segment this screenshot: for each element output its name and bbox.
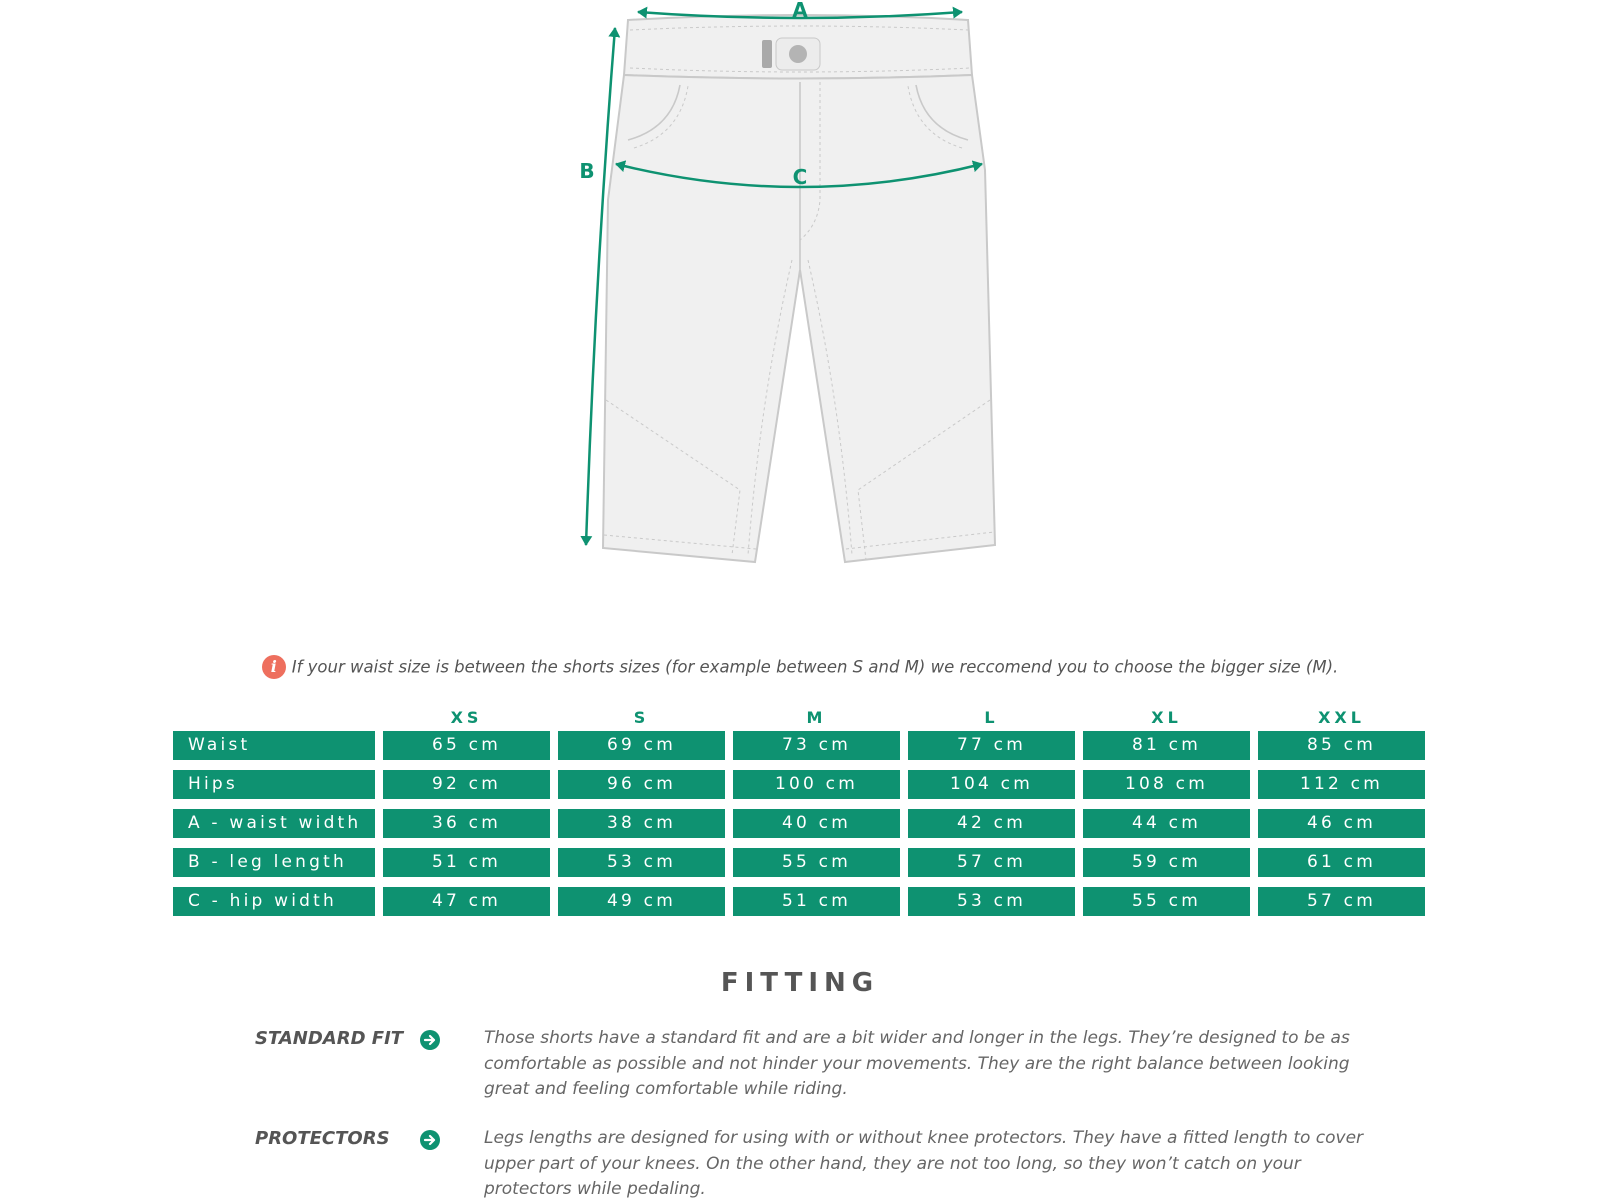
table-row-leg-length	[173, 848, 1429, 877]
table-cell: 55 cm	[733, 848, 900, 877]
shorts-body	[603, 75, 995, 562]
table-cell: 108 cm	[1083, 770, 1250, 799]
info-icon: i	[262, 655, 286, 679]
belt-tab	[762, 40, 772, 68]
measure-label-b: B	[579, 159, 595, 183]
table-cell: 53 cm	[908, 887, 1075, 916]
fit-description-standard-fit: Those shorts have a standard fit and are a bit wider and longer in the legs. They’re designed to be as comfortable as possible and not hinder your movements. They are the right balance between looking great and feeling comfortable while riding.	[484, 1028, 1350, 1099]
row-label-waist-width: A - waist width	[173, 809, 375, 838]
arrow-right-circle-icon	[420, 1130, 440, 1150]
size-advice-text: If your waist size is between the shorts sizes (for example between S and M) we reccomend you to choose the bigger size (M).	[291, 657, 1339, 677]
row-label-hip-width: C - hip width	[173, 887, 375, 916]
size-header-l: L	[984, 708, 999, 727]
fit-description-protectors: Legs lengths are designed for using with or without knee protectors. They have a fitted length to cover upper part of your knees. On the other hand, they are not too long, so they won’t catch on your protectors while pedaling.	[484, 1128, 1364, 1199]
table-cell: 104 cm	[908, 770, 1075, 799]
table-cell: 77 cm	[908, 731, 1075, 760]
table-row-waist-width	[173, 809, 1429, 838]
button	[789, 45, 807, 63]
row-label-leg-length: B - leg length	[173, 848, 375, 877]
table-cell: 44 cm	[1083, 809, 1250, 838]
table-cell: 59 cm	[1083, 848, 1250, 877]
shorts-measurement-diagram	[0, 0, 1600, 600]
table-cell: 40 cm	[733, 809, 900, 838]
table-cell: 81 cm	[1083, 731, 1250, 760]
table-row-hips	[173, 770, 1429, 799]
shorts-illustration	[603, 15, 995, 562]
table-cell: 57 cm	[1258, 887, 1425, 916]
table-cell: 51 cm	[383, 848, 550, 877]
table-cell: 69 cm	[558, 731, 725, 760]
table-cell: 49 cm	[558, 887, 725, 916]
table-cell: 85 cm	[1258, 731, 1425, 760]
table-cell: 112 cm	[1258, 770, 1425, 799]
table-cell: 47 cm	[383, 887, 550, 916]
table-row-waist	[173, 731, 1429, 760]
table-cell: 61 cm	[1258, 848, 1425, 877]
table-row-hip-width	[173, 887, 1429, 916]
size-header-xs: XS	[450, 708, 483, 727]
fit-label-protectors: PROTECTORS	[255, 1128, 390, 1149]
size-header-row	[173, 707, 1429, 729]
table-cell: 57 cm	[908, 848, 1075, 877]
header-spacer	[173, 707, 375, 729]
table-cell: 53 cm	[558, 848, 725, 877]
row-label-waist: Waist	[173, 731, 375, 760]
table-cell: 38 cm	[558, 809, 725, 838]
row-label-hips: Hips	[173, 770, 375, 799]
size-header-s: S	[633, 708, 650, 727]
table-cell: 100 cm	[733, 770, 900, 799]
table-cell: 55 cm	[1083, 887, 1250, 916]
measure-label-c: C	[792, 165, 808, 189]
size-header-xl: XL	[1151, 708, 1182, 727]
table-cell: 65 cm	[383, 731, 550, 760]
table-cell: 73 cm	[733, 731, 900, 760]
fitting-heading: FITTING	[720, 968, 880, 998]
measure-label-a: A	[792, 0, 808, 22]
table-cell: 96 cm	[558, 770, 725, 799]
table-cell: 42 cm	[908, 809, 1075, 838]
table-cell: 51 cm	[733, 887, 900, 916]
fit-label-standard-fit: STANDARD FIT	[255, 1028, 404, 1049]
table-cell: 36 cm	[383, 809, 550, 838]
table-cell: 46 cm	[1258, 809, 1425, 838]
size-header-m: M	[806, 708, 827, 727]
table-cell: 92 cm	[383, 770, 550, 799]
size-chart-table	[173, 707, 1429, 926]
size-advice-note	[0, 655, 1600, 679]
arrow-right-circle-icon	[420, 1030, 440, 1050]
size-header-xxl: XXL	[1318, 708, 1365, 727]
